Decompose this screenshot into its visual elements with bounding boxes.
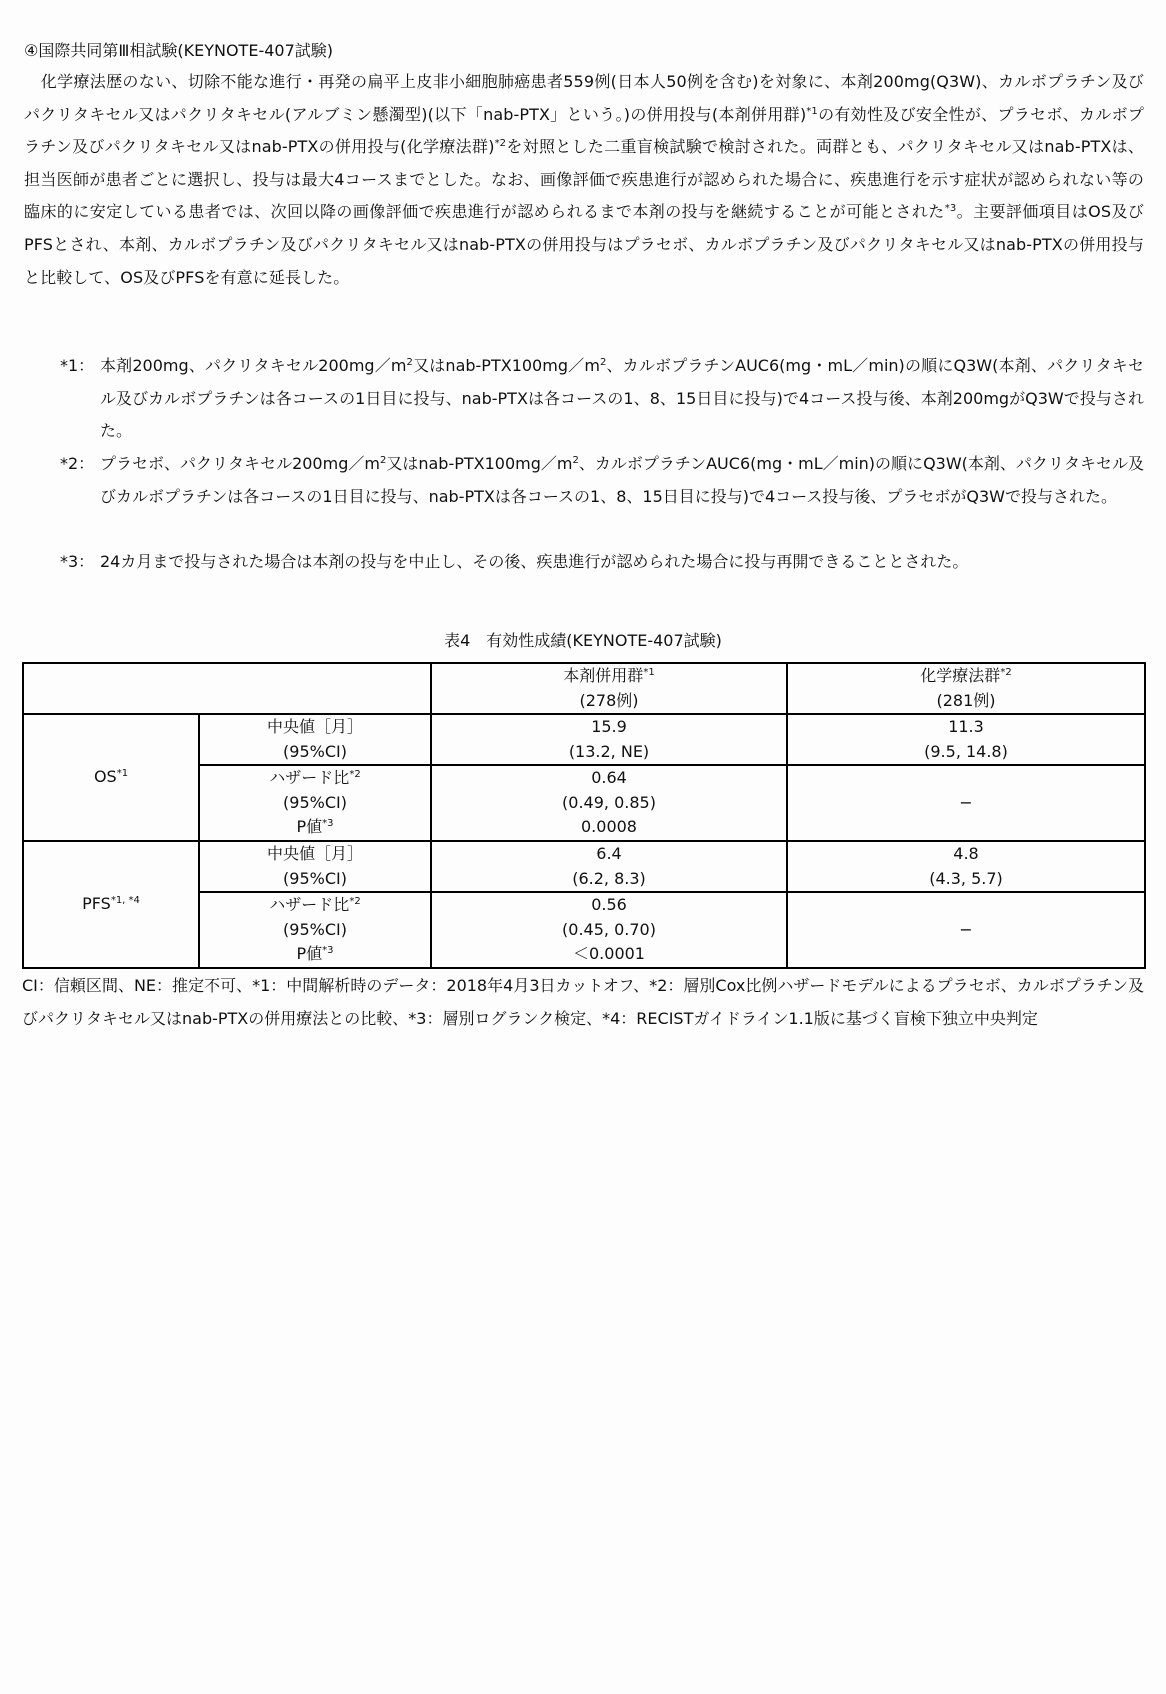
metric-label-line: (95%CI) — [283, 741, 347, 761]
note-body: 24カ月まで投与された場合は本剤の投与を中止し、その後、疾患進行が認められた場合に投与再開できることとされた。 — [100, 552, 969, 571]
table-header-row — [23, 663, 1145, 714]
ci: (0.49, 0.85) — [562, 792, 656, 812]
footnote-ref: *1 — [806, 105, 818, 117]
arm2-cell — [787, 892, 1145, 968]
note-mark: *2： — [60, 454, 95, 473]
footnote-ref: *2 — [349, 896, 361, 908]
paragraph-text: の有効性及び安全性が、プラセボ、カルボプラチン及びパクリタキセル又はnab-PTXの併用投与(化学療法群) — [24, 104, 1144, 157]
note-text: 、カルボプラチンAUC6(mg・mL／min)の順にQ3W(本剤、パクリタキセル及びカルボプラチンは各コースの1日目に投与、nab-PTXは各コースの1、8、15日目に投与)で4コース投与後、本剤200mgがQ3Wで投与された。 — [100, 356, 1144, 441]
value: 11.3 — [948, 717, 984, 736]
p-value: 0.0008 — [581, 817, 637, 837]
footnote-ref: *1 — [643, 667, 655, 678]
note-text: 、カルボプラチンAUC6(mg・mL／min)の順にQ3W(本剤、パクリタキセル及びカルボプラチンは各コースの1日目に投与、nab-PTXは各コースの1、8、15日目に投与)で4コース投与後、プラセボがQ3Wで投与された。 — [100, 454, 1144, 506]
table-row — [23, 714, 1145, 765]
header-arm2 — [787, 663, 1145, 714]
metric-label — [199, 765, 431, 841]
p-value: ＜0.0001 — [573, 944, 645, 964]
efficacy-results-table — [22, 662, 1146, 969]
empty-header-cell — [23, 663, 431, 714]
arm2-cell — [787, 714, 1145, 765]
arm1-cell — [431, 892, 787, 968]
metric-label-line: 中央値［月］ — [266, 717, 363, 736]
note-mark: *1： — [60, 356, 95, 375]
arm1-cell — [431, 765, 787, 841]
footnote-ref: *1 — [116, 768, 129, 780]
metric-label — [199, 892, 431, 968]
superscript: 2 — [406, 357, 413, 368]
note-text: 又はnab-PTX100mg／m — [386, 454, 573, 473]
metric-label-line: P値 — [296, 944, 323, 964]
value: 0.64 — [591, 768, 627, 788]
footnote-ref: *3 — [322, 945, 334, 957]
arm-count: (278例) — [579, 690, 639, 710]
paragraph-text: を対照とした二重盲検試験で検討された。両群とも、パクリタキセル又はnab-PTXは、担当医師が患者ごとに選択し、投与は最大4コースまでとした。なお、画像評価で疾患進行が認められた場合に、疾患進行を示す症状が認められない等の臨床的に安定している患者では、次回以降の画像評価で疾患進行が認められるまで本剤の投与を継続することが可能とされた — [24, 137, 1144, 222]
endpoint-label: PFS — [82, 894, 111, 914]
value: − — [959, 792, 973, 812]
note-1 — [60, 350, 1144, 448]
arm-label: 化学療法群 — [920, 666, 1001, 685]
value: 0.56 — [591, 895, 627, 915]
metric-label-line: 中央値［月］ — [266, 844, 363, 863]
note-text: 本剤200mg、パクリタキセル200mg／m — [100, 356, 407, 375]
value: 6.4 — [596, 844, 622, 863]
footnote-ref: *2 — [349, 769, 361, 781]
note-text: プラセボ、パクリタキセル200mg／m — [100, 454, 380, 473]
footnote-ref: *3 — [944, 203, 957, 215]
ci: (4.3, 5.7) — [929, 868, 1003, 888]
table-caption: 表4 有効性成績(KEYNOTE-407試験) — [444, 631, 722, 650]
note-2 — [60, 448, 1144, 513]
endpoint-label: OS — [93, 767, 117, 787]
arm1-cell — [431, 714, 787, 765]
value: 4.8 — [953, 844, 979, 863]
paragraph-text: 。主要評価項目はOS及びPFSとされ、本剤、カルボプラチン及びパクリタキセル又はnab-PTXの併用投与はプラセボ、カルボプラチン及びパクリタキセル又はnab-PTXの併用投与と比較して、OS及びPFSを有意に延長した。 — [24, 202, 1145, 287]
header-arm1 — [431, 663, 787, 714]
metric-label-line: P値 — [296, 817, 323, 837]
metric-label-line: (95%CI) — [283, 919, 347, 939]
footnote-ref: *1, *4 — [110, 895, 140, 907]
ci: (13.2, NE) — [568, 741, 650, 761]
metric-label-line: ハザード比 — [269, 895, 350, 915]
ci: (9.5, 14.8) — [924, 741, 1008, 761]
table-footnote: CI：信頼区間、NE：推定不可、*1：中間解析時のデータ：2018年4月3日カットオフ、*2：層別Cox比例ハザードモデルによるプラセボ、カルボプラチン及びパクリタキセル又はnab-PTXの併用療法との比較、*3：層別ログランク検定、*4：RECISTガイドライン1.1版に基づく盲検下独立中央判定 — [22, 976, 1144, 1028]
superscript: 2 — [572, 455, 579, 466]
arm-count: (281例) — [936, 690, 996, 710]
endpoint-pfs — [23, 841, 199, 968]
arm2-cell — [787, 765, 1145, 841]
value: − — [959, 919, 973, 939]
footnote-ref: *3 — [322, 818, 334, 830]
note-body — [100, 448, 1144, 513]
metric-label-line: ハザード比 — [269, 768, 350, 788]
metric-label-line: (95%CI) — [283, 868, 347, 888]
table-row — [23, 841, 1145, 892]
note-3 — [60, 546, 1144, 579]
ci: (6.2, 8.3) — [572, 868, 646, 888]
paragraph-text: 化学療法歴のない、切除不能な進行・再発の扁平上皮非小細胞肺癌患者559例(日本人50例を含む)を対象に、本剤200mg(Q3W)、カルボプラチン及びパクリタキセル又はパクリタキセル(アルブミン懸濁型)(以下「nab-PTX」という。)の併用投与(本剤併用群) — [24, 72, 1144, 124]
note-body — [100, 350, 1144, 448]
metric-label-line: (95%CI) — [283, 792, 347, 812]
metric-label — [199, 714, 431, 765]
superscript: 2 — [599, 357, 607, 368]
arm1-cell — [431, 841, 787, 892]
arm2-cell — [787, 841, 1145, 892]
note-text: 又はnab-PTX100mg／m — [412, 356, 600, 375]
endpoint-os — [23, 714, 199, 841]
arm-label: 本剤併用群 — [563, 666, 644, 685]
footnote-ref: *2 — [1000, 667, 1012, 678]
superscript: 2 — [379, 455, 387, 466]
footnote-ref: *2 — [494, 138, 507, 150]
value: 15.9 — [591, 717, 627, 736]
note-mark: *3： — [60, 552, 95, 571]
study-description-paragraph — [24, 66, 1144, 294]
metric-label — [199, 841, 431, 892]
ci: (0.45, 0.70) — [562, 919, 656, 939]
section-heading: ④国際共同第Ⅲ相試験(KEYNOTE-407試験) — [24, 41, 333, 60]
